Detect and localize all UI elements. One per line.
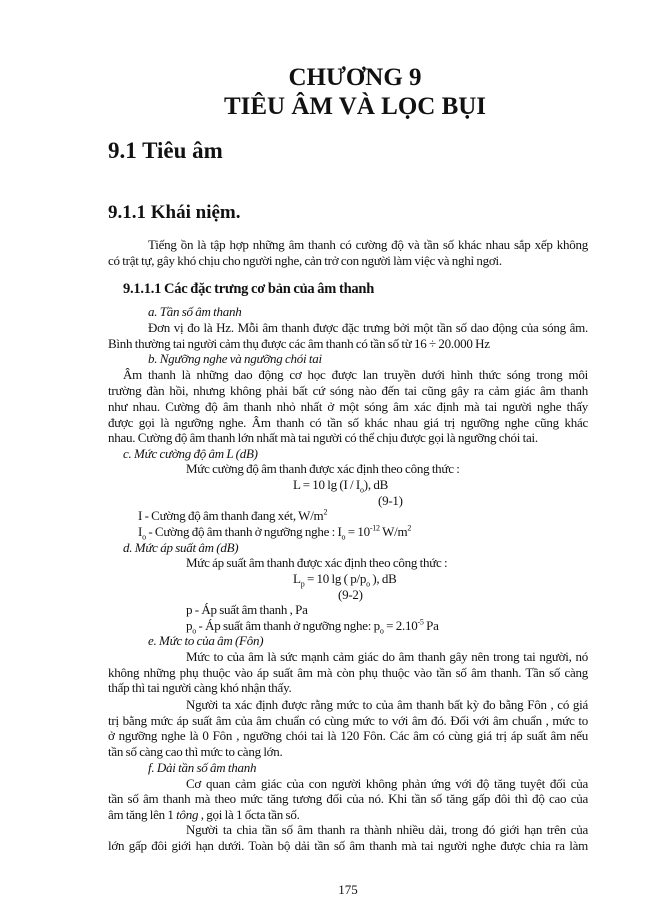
text-segment: W/m [379,523,408,539]
text-segment: , gọi là 1 ốcta tần số. [198,806,300,822]
text-segment: b. Ngưỡng nghe và ngưỡng chói tai [148,351,322,366]
text-segment: Âm thanh là những dao động cơ học được lan truyền dưới hình thức sóng trong môi [123,367,588,382]
text-segment: Mức to của âm là sức mạnh cảm giác do âm thanh gây nên trong tai người, nó [186,648,588,664]
text-segment: thấp thì tai người càng khó nhận thấy. [108,680,292,695]
text-segment: - Cường độ âm thanh ở ngưỡng nghe : I [145,523,342,539]
subscript: o [366,579,370,589]
text-line [108,555,588,571]
section-heading: 9.1 Tiêu âm [108,138,223,163]
text-line [108,680,588,696]
text-line [108,508,588,524]
text-segment: (9-2) [338,586,363,602]
chapter-title: TIÊU ÂM VÀ LỌC BỤI [223,93,487,120]
text-segment: Người ta xác định được rằng mức to của âm thanh bất kỳ đo bằng Fôn , có giá [186,697,588,712]
item-heading [108,351,588,367]
text-segment: L [293,570,301,586]
text-line [108,838,588,854]
text-lines [108,237,588,854]
text-segment: tần số âm thanh mà theo mức tăng tương đối của nó. Khi tần số tăng gấp đôi thì độ cao của [108,791,588,806]
text-line [108,665,588,681]
superscript: 2 [407,523,412,533]
text-segment: được gọi là ngưỡng nghe. Âm thanh có tần số khác nhau giá trị ngưỡng nghe cũng khác [108,414,588,430]
text-line [108,697,588,713]
text-line [108,383,588,399]
text-segment: có trật tự, gây khó chịu cho người nghe, cản trở con người làm việc và nghỉ ngơi. [108,253,502,268]
text-segment: a. Tần số âm thanh [148,303,242,319]
chapter-number: CHƯƠNG 9 [288,64,422,91]
text-line [108,602,588,618]
text-line [108,524,588,540]
text-segment: Người ta chia tần số âm thanh ra thành nhiều dải, trong đó giới hạn trên của [186,822,588,837]
subscript: p [300,579,305,589]
item-heading [108,540,588,556]
text-segment: Đơn vị đo là Hz. Mỗi âm thanh được đặc trưng bởi một tần số dao động của sóng âm. [148,319,588,335]
text-segment: Bình thường tai người cảm thụ được các âm thanh có tần số từ 16 ÷ 20.000 Hz [108,335,490,351]
text-line [108,430,588,446]
text-segment: p - Áp suất âm thanh , Pa [186,602,308,617]
text-line [108,744,588,760]
text-segment: - Áp suất âm thanh ở ngưỡng nghe: p [196,617,380,633]
text-segment: ), dB [369,570,397,586]
text-segment: Cơ quan cảm giác của con người không phản ứng với độ tăng tuyệt đối của [186,775,588,791]
text-line [108,477,588,493]
item-heading [108,446,588,462]
text-segment: ), dB [363,476,389,492]
text-line [108,618,588,634]
item-heading [108,633,588,649]
text-segment: = 10 lg ( p/p [304,570,367,586]
text-segment: 9.1.1.1 Các đặc trưng cơ bản của âm thanh [123,281,375,297]
text-segment: như nhau. Cường độ âm thanh nhỏ nhất ở một sóng âm xác định mà tai người nghe thấy [108,399,588,414]
text-line [108,649,588,665]
superscript: -5 [417,617,424,627]
text-segment: I - Cường độ âm thanh đang xét, W/m [138,508,324,523]
text-segment: p [186,617,193,633]
subscript: o [192,626,196,636]
text-line [108,822,588,838]
text-line [108,461,588,477]
text-line [108,237,588,253]
text-segment: tần số càng cao thì mức to càng lớn. [108,743,283,759]
text-line [108,367,588,383]
text-segment: ở ngưỡng nghe là 0 Fôn , ngưỡng chói tai là 120 Fôn. Các âm có cùng giá trị áp suất âm nếu [108,728,588,743]
subsection-heading: 9.1.1 Khái niệm. [108,202,241,223]
text-segment: trường đàn hồi, nhưng không phải bất cứ sóng nào đến tai cũng gây ra cảm giác âm thanh [108,383,588,398]
text-line [108,776,588,792]
text-segment: lớn gấp đôi giới hạn dưới. Toàn bộ dải tần số âm thanh mà tai người nghe được chia ra làm [108,838,588,853]
text-line [108,336,588,352]
superscript: 2 [323,507,328,517]
text-segment: Pa [423,617,439,633]
text-segment: f. Dải tần số âm thanh [148,759,257,775]
text-line [108,807,588,823]
text-line [108,728,588,744]
text-segment: c. Mức cường độ âm L (dB) [123,445,258,461]
superscript: -12 [369,523,380,533]
subscript: o [142,532,146,542]
subscript: o [360,485,364,495]
subscript: o [341,532,346,542]
subscript: o [379,626,384,636]
page-number: 175 [338,881,358,897]
text-line [108,493,588,509]
text-line [108,320,588,336]
text-line [108,415,588,431]
text-segment: nhau. Cường độ âm thanh lớn nhất mà tai người có thể chịu được gọi là ngưỡng chói tai. [108,430,538,445]
item-heading [108,304,588,320]
text-line [108,587,588,603]
text-line [108,399,588,415]
text-segment: (9-1) [378,492,403,508]
text-line [108,253,588,269]
text-line [108,571,588,587]
text-segment: Mức áp suất âm thanh được xác định theo công thức : [186,555,448,570]
text-segment: không những phụ thuộc vào áp suất âm mà còn phụ thuộc vào tần số âm thanh. Tần số càng [108,664,588,680]
text-segment: e. Mức to của âm (Fôn) [148,633,264,648]
text-segment: = 2.10 [383,617,418,633]
text-segment: = 10 [345,523,370,539]
text-line [108,713,588,729]
text-segment: I [138,523,143,539]
text-segment: tông [176,806,199,822]
item-heading [108,760,588,776]
text-segment: trị bằng mức áp suất âm của âm chuẩn có cùng mức to với âm đó. Đối với âm chuẩn , mức to [108,712,588,728]
text-segment: Tiếng ồn là tập hợp những âm thanh có cường độ và tần số khác nhau sắp xếp không [148,237,588,252]
text-segment: L = 10 lg (I / I [293,476,361,492]
text-line [108,791,588,807]
subsubsection-heading [108,280,588,298]
body-text [108,237,588,898]
text-segment: âm tăng lên 1 [108,806,177,822]
text-segment: Mức cường độ âm thanh được xác định theo công thức : [186,461,460,476]
text-segment: d. Mức áp suất âm (dB) [123,539,239,555]
